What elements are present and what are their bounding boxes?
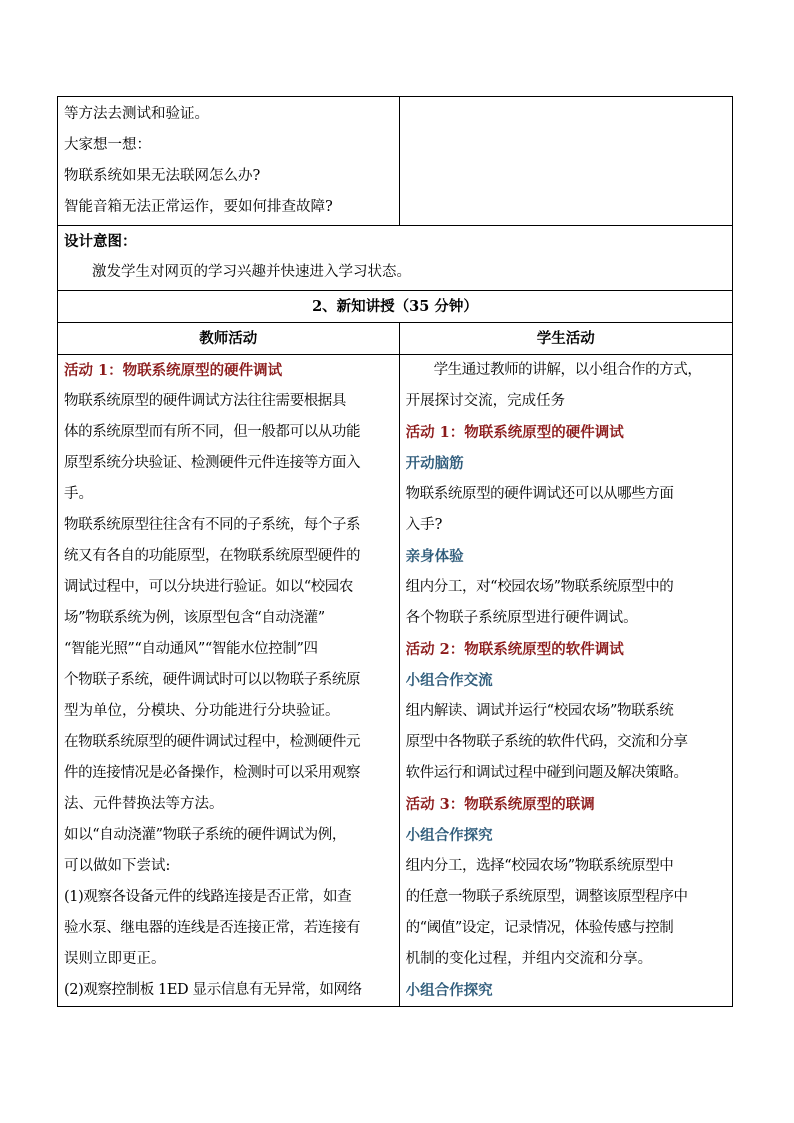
text-line: 物联系统原型往往含有不同的子系统，每个子系 (64, 517, 361, 533)
group-exchange-heading: 小组合作交流 (405, 672, 493, 689)
text-line: “智能光照”“自动通风”“智能水位控制”四 (64, 641, 318, 657)
text-line: 如以“自动浇灌”物联子系统的硬件调试为例， (64, 827, 346, 843)
text-line: 软件运行和调试过程中碰到问题及解决策略。 (405, 765, 688, 781)
text-line: 统又有各自的功能原型，在物联系统原型硬件的 (64, 548, 361, 564)
text-line: 体的系统原型而有所不同，但一般都可以从功能 (64, 424, 361, 440)
text-line: 在物联系统原型的硬件调试过程中，检测硬件元 (64, 734, 361, 750)
brainstorm-heading: 开动脑筋 (405, 455, 464, 472)
activities-row (58, 355, 733, 1007)
teacher-activity-1-title: 活动 1：物联系统原型的硬件调试 (64, 362, 283, 379)
lesson-plan-table (57, 96, 733, 1007)
column-header-row (58, 323, 733, 355)
text-line: 的“阈值”设定，记录情况，体验传感与控制 (405, 920, 674, 936)
text-line: 原型系统分块验证、检测硬件元件连接等方面入 (64, 455, 361, 471)
text-line: 大家想一想： (64, 137, 151, 153)
student-activity-cell (399, 355, 732, 1007)
text-line: 开展探讨交流，完成任务 (405, 393, 566, 409)
text-line: 机制的变化过程，并组内交流和分享。 (405, 951, 653, 967)
text-line: 场”物联系统为例，该原型包含“自动浇灌” (64, 610, 325, 626)
text-line: 原型中各物联子系统的软件代码，交流和分享 (405, 734, 688, 750)
text-line: (2)观察控制板 1ED 显示信息有无异常，如网络 (64, 982, 362, 998)
text-line: 误则立即更正。 (64, 951, 166, 967)
section-title-row (58, 291, 733, 323)
text-line: 型为单位，分模块、分功能进行分块验证。 (64, 703, 340, 719)
text-line: 入手? (405, 517, 443, 533)
text-line: 可以做如下尝试: (64, 858, 171, 874)
text-line: 调试过程中，可以分块进行验证。如以“校园农 (64, 579, 354, 595)
teacher-activity-cell (58, 355, 400, 1007)
text-line: 组内解读、调试并运行“校园农场”物联系统 (405, 703, 674, 719)
text-line: (1)观察各设备元件的线路连接是否正常，如查 (64, 889, 352, 905)
text-line: 件的连接情况是必备操作，检测时可以采用观察 (64, 765, 361, 781)
text-line: 法、元件替换法等方法。 (64, 796, 224, 812)
text-line: 的任意一物联子系统原型，调整该原型程序中 (405, 889, 688, 905)
text-line: 手。 (64, 486, 93, 502)
group-explore-heading-2: 小组合作探究 (405, 982, 493, 999)
text-line: 各个物联子系统原型进行硬件调试。 (405, 610, 638, 626)
text-line: 组内分工，选择“校园农场”物联系统原型中 (405, 858, 674, 874)
text-line: 物联系统原型的硬件调试方法往往需要根据具 (64, 393, 346, 409)
continuation-row (58, 97, 733, 226)
student-activity-2-title: 活动 2：物联系统原型的软件调试 (405, 641, 624, 658)
teacher-activity-header: 教师活动 (58, 323, 400, 355)
text-line: 组内分工，对“校园农场”物联系统原型中的 (405, 579, 674, 595)
text-line: 验水泵、继电器的连线是否连接正常，若连接有 (64, 920, 361, 936)
text-line: 个物联子系统，硬件调试时可以以物联子系统原 (64, 672, 361, 688)
text-line: 学生通过教师的讲解，以小组合作的方式， (433, 362, 702, 378)
student-activity-header: 学生活动 (399, 323, 732, 355)
design-intent-label: 设计意图： (64, 233, 137, 250)
student-activity-3-title: 活动 3：物联系统原型的联调 (405, 796, 595, 813)
design-intent-text: 激发学生对网页的学习兴趣并快速进入学习状态。 (92, 264, 411, 280)
student-activity-1-title: 活动 1：物联系统原型的硬件调试 (405, 424, 624, 441)
design-intent-cell (58, 226, 733, 291)
continuation-right-cell (399, 97, 732, 226)
section-title: 2、新知讲授（35 分钟） (58, 291, 733, 323)
design-intent-row (58, 226, 733, 291)
text-line: 等方法去测试和验证。 (64, 106, 209, 122)
group-explore-heading: 小组合作探究 (405, 827, 493, 844)
continuation-left-cell (58, 97, 400, 226)
text-line: 智能音箱无法正常运作，要如何排查故障? (64, 199, 333, 215)
experience-heading: 亲身体验 (405, 548, 464, 565)
text-line: 物联系统原型的硬件调试还可以从哪些方面 (405, 486, 674, 502)
text-line: 物联系统如果无法联网怎么办? (64, 168, 261, 184)
